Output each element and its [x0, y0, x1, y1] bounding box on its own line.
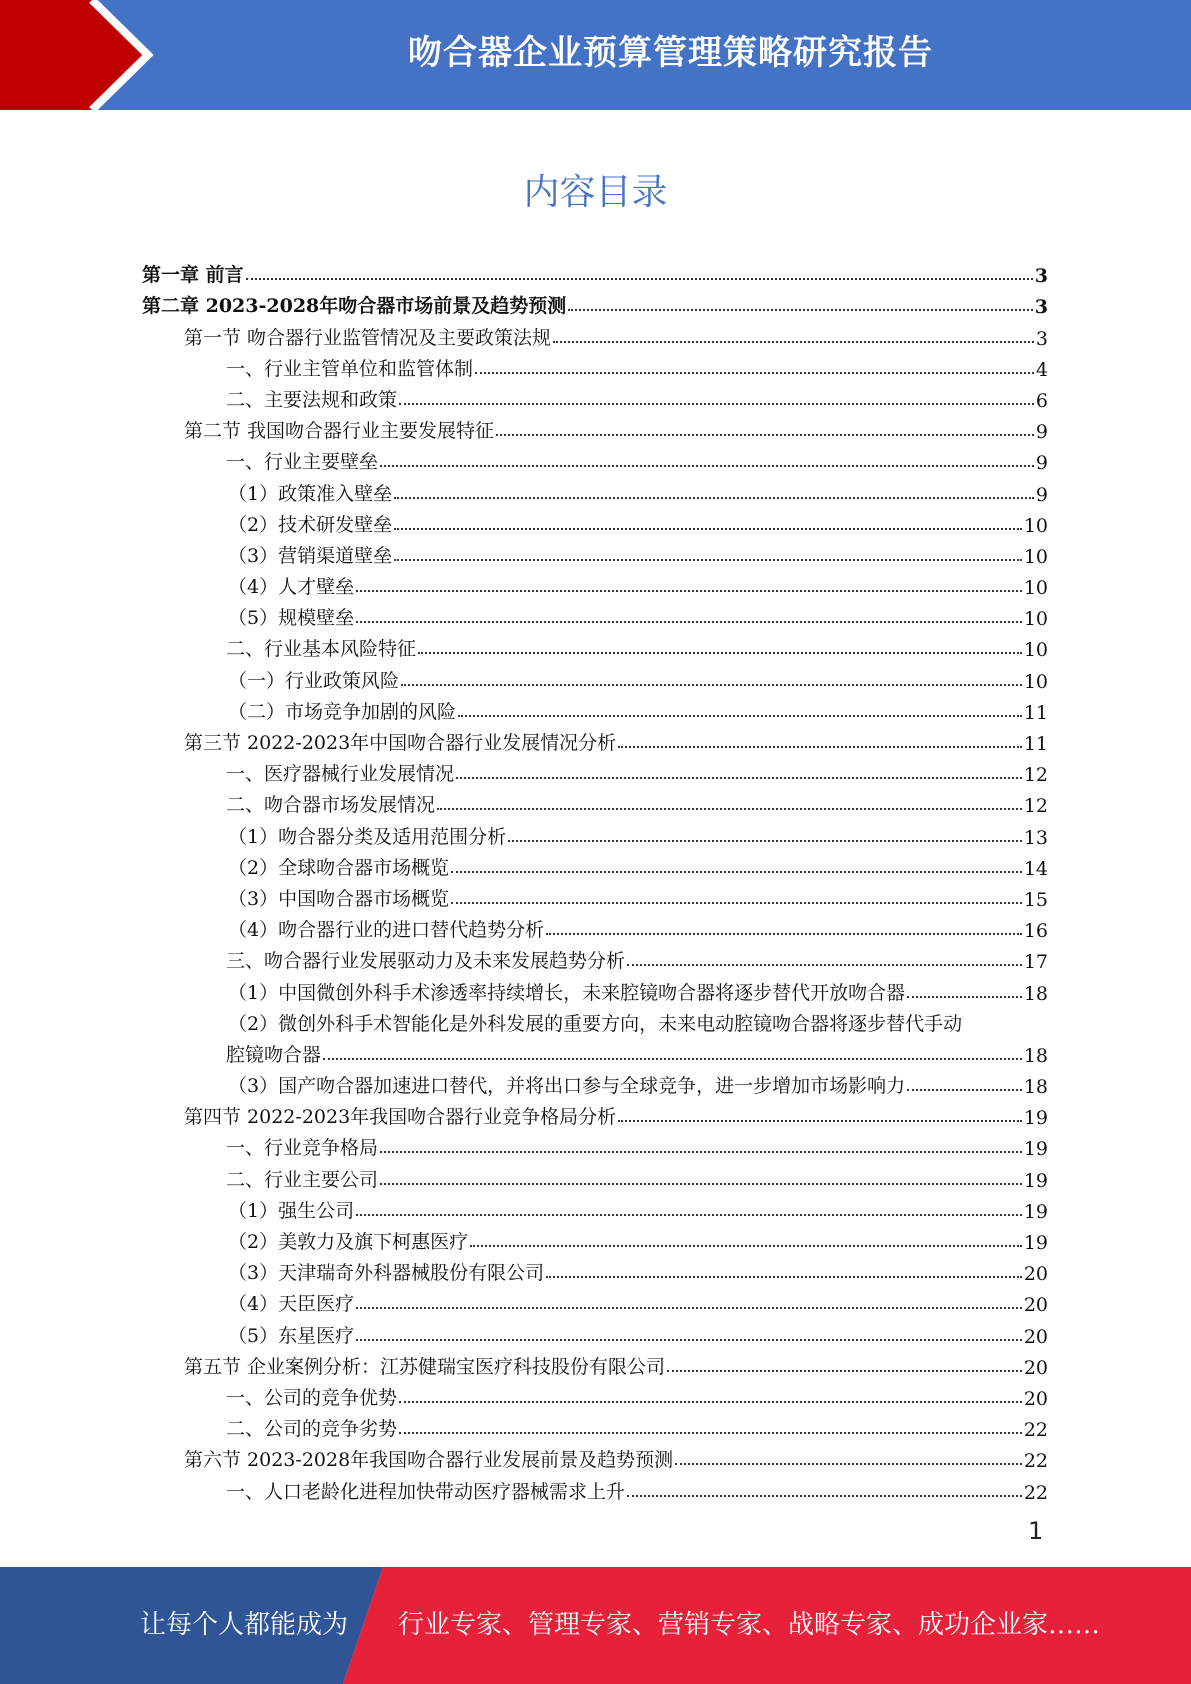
- toc-entry-page: 3: [1035, 327, 1048, 350]
- toc-leader-dots: [394, 559, 1022, 561]
- toc-leader-dots: [451, 902, 1022, 904]
- toc-entry[interactable]: [142, 693, 1048, 724]
- toc-entry-page: 10: [1023, 514, 1048, 537]
- toc-entry-label: （3）国产吻合器加速进口替代，并将出口参与全球竞争，进一步增加市场影响力: [228, 1075, 906, 1098]
- toc-leader-dots: [380, 1151, 1022, 1153]
- toc-leader-dots: [399, 1432, 1022, 1434]
- toc-leader-dots: [546, 1276, 1022, 1278]
- toc-entry[interactable]: [142, 506, 1048, 537]
- toc-leader-dots: [394, 497, 1034, 499]
- toc-entry[interactable]: [142, 1160, 1048, 1191]
- toc-leader-dots: [356, 1307, 1022, 1309]
- toc-entry[interactable]: [142, 599, 1048, 630]
- toc-entry-label: （4）天臣医疗: [228, 1293, 355, 1316]
- toc-entry-label: 第四节 2022-2023年我国吻合器行业竞争格局分析: [184, 1106, 617, 1129]
- toc-leader-dots: [470, 1245, 1022, 1247]
- toc-entry-label: 第一章 前言: [142, 264, 244, 287]
- toc-entry-page: 3: [1034, 265, 1048, 288]
- toc-entry-page: 18: [1023, 1044, 1048, 1067]
- toc-entry-label: 一、行业主要壁垒: [226, 451, 379, 474]
- toc-entry[interactable]: [142, 1254, 1048, 1285]
- toc-leader-dots: [356, 1214, 1022, 1216]
- toc-entry-page: 11: [1023, 733, 1048, 755]
- toc-entry-label: （二）市场竞争加剧的风险: [228, 700, 457, 723]
- toc-entry[interactable]: [142, 1098, 1048, 1129]
- toc-entry-label: 第五节 企业案例分析：江苏健瑞宝医疗科技股份有限公司: [184, 1355, 666, 1378]
- toc-entry-page: 20: [1023, 1263, 1048, 1286]
- toc-entry-label: （5）规模壁垒: [228, 607, 355, 630]
- report-header-band: [0, 0, 1191, 110]
- toc-entry[interactable]: [142, 1285, 1048, 1316]
- toc-leader-dots: [394, 528, 1022, 530]
- toc-entry-label: （2）全球吻合器市场概览: [228, 856, 450, 879]
- toc-leader-dots: [451, 871, 1022, 873]
- toc-leader-dots: [667, 1370, 1022, 1372]
- toc-entry[interactable]: [142, 381, 1048, 412]
- toc-entry-page: 6: [1035, 389, 1048, 412]
- toc-entry[interactable]: [142, 256, 1048, 287]
- footer-banner: [0, 1567, 1191, 1684]
- report-title: 吻合器企业预算管理策略研究报告: [408, 33, 933, 73]
- toc-entry-page: 9: [1035, 483, 1048, 506]
- toc-leader-dots: [456, 777, 1022, 779]
- toc-entry-label: （1）强生公司: [228, 1199, 355, 1222]
- toc-entry[interactable]: [142, 661, 1048, 692]
- toc-leader-dots: [246, 278, 1033, 280]
- toc-entry-label: （1）吻合器分类及适用范围分析: [228, 825, 507, 848]
- toc-entry-page: 4: [1035, 358, 1048, 381]
- toc-entry-page: 10: [1023, 545, 1048, 568]
- toc-entry-page: 17: [1023, 951, 1048, 974]
- toc-entry-page: 10: [1023, 577, 1048, 600]
- toc-entry-label: 二、主要法规和政策: [226, 388, 398, 411]
- toc-entry[interactable]: [142, 474, 1048, 505]
- toc-leader-dots: [323, 1058, 1022, 1060]
- toc-entry[interactable]: [142, 287, 1048, 318]
- toc-leader-dots: [380, 465, 1034, 467]
- toc-entry[interactable]: [142, 755, 1048, 786]
- toc-leader-dots: [401, 684, 1022, 686]
- toc-entry-label: （1）政策准入壁垒: [228, 482, 393, 505]
- toc-entry-label: 第三节 2022-2023年中国吻合器行业发展情况分析: [184, 732, 617, 754]
- toc-entry[interactable]: [142, 318, 1048, 349]
- toc-leader-dots: [907, 1089, 1022, 1091]
- toc-entry[interactable]: [142, 537, 1048, 568]
- toc-entry-label: 二、行业主要公司: [226, 1168, 379, 1191]
- toc-leader-dots: [546, 933, 1022, 935]
- toc-entry-label: 一、行业竞争格局: [226, 1137, 379, 1160]
- toc-leader-dots: [475, 372, 1034, 374]
- toc-entry[interactable]: [142, 849, 1048, 880]
- toc-entry-page: 19: [1023, 1107, 1048, 1130]
- toc-entry-label: 二、行业基本风险特征: [226, 638, 417, 661]
- toc-entry-page: 11: [1023, 701, 1048, 724]
- toc-entry-page: 12: [1023, 795, 1048, 818]
- toc-leader-dots: [399, 403, 1034, 405]
- toc-entry-page: 10: [1023, 608, 1048, 631]
- table-of-contents: [142, 256, 1048, 1504]
- toc-leader-dots: [508, 840, 1022, 842]
- toc-entry[interactable]: [142, 880, 1048, 911]
- toc-entry-page: 20: [1023, 1387, 1048, 1410]
- toc-entry-page: 16: [1023, 920, 1048, 943]
- toc-entry-label: 第六节 2023-2028年我国吻合器行业发展前景及趋势预测: [184, 1449, 674, 1472]
- toc-entry[interactable]: [142, 942, 1048, 973]
- toc-entry-label: （4）人才壁垒: [228, 576, 355, 599]
- toc-entry-page: 10: [1023, 670, 1048, 693]
- toc-entry-page: 20: [1023, 1356, 1048, 1379]
- toc-leader-dots: [458, 715, 1022, 717]
- toc-leader-dots: [568, 309, 1033, 311]
- toc-entry[interactable]: [142, 1410, 1048, 1441]
- toc-entry-page: 19: [1023, 1138, 1048, 1161]
- toc-leader-dots: [618, 746, 1022, 748]
- footer-slogan-right: 行业专家、管理专家、营销专家、战略专家、成功企业家……: [398, 1610, 1101, 1640]
- toc-entry[interactable]: [142, 1129, 1048, 1160]
- toc-entry-label: （3）天津瑞奇外科器械股份有限公司: [228, 1262, 545, 1285]
- toc-entry-page: 22: [1023, 1419, 1048, 1442]
- toc-entry-page: 15: [1023, 888, 1048, 911]
- toc-entry-label: 二、吻合器市场发展情况: [226, 794, 436, 817]
- toc-entry[interactable]: [142, 350, 1048, 381]
- toc-leader-dots: [627, 1495, 1022, 1497]
- toc-entry-label: 第二节 我国吻合器行业主要发展特征: [184, 420, 495, 443]
- toc-leader-dots: [618, 1120, 1022, 1122]
- toc-entry[interactable]: [142, 1348, 1048, 1379]
- toc-entry-page: 9: [1035, 452, 1048, 475]
- toc-entry-page: 18: [1023, 982, 1048, 1005]
- toc-entry[interactable]: [142, 1223, 1048, 1254]
- toc-entry-page: 3: [1034, 296, 1048, 319]
- toc-entry-label: 二、公司的竞争劣势: [226, 1418, 398, 1441]
- toc-entry-label: （2）技术研发壁垒: [228, 513, 393, 536]
- toc-leader-dots: [380, 1183, 1022, 1185]
- toc-entry-label: 一、医疗器械行业发展情况: [226, 763, 455, 786]
- toc-leader-dots: [418, 652, 1022, 654]
- toc-entry[interactable]: [142, 786, 1048, 817]
- toc-entry-label: 一、公司的竞争优势: [226, 1386, 398, 1409]
- page-number: 1: [1028, 1517, 1044, 1545]
- toc-entry-label: （2）微创外科手术智能化是外科发展的重要方向，未来电动腔镜吻合器将逐步替代手动: [228, 1012, 963, 1035]
- toc-leader-dots: [627, 964, 1022, 966]
- toc-entry[interactable]: [142, 1036, 1048, 1067]
- toc-entry-page: 20: [1023, 1325, 1048, 1348]
- toc-entry-page: 18: [1023, 1076, 1048, 1099]
- toc-entry-page: 10: [1023, 639, 1048, 662]
- toc-leader-dots: [496, 434, 1034, 436]
- toc-entry-page: 19: [1023, 1200, 1048, 1223]
- toc-entry[interactable]: [142, 1379, 1048, 1410]
- toc-entry-page: 9: [1035, 421, 1048, 444]
- toc-leader-dots: [399, 1401, 1022, 1403]
- toc-leader-dots: [356, 621, 1022, 623]
- toc-entry[interactable]: [142, 568, 1048, 599]
- toc-entry-page: 20: [1023, 1294, 1048, 1317]
- toc-entry-label: 一、行业主管单位和监管体制: [226, 357, 474, 380]
- toc-entry[interactable]: [142, 1192, 1048, 1223]
- toc-entry-label: （3）营销渠道壁垒: [228, 544, 393, 567]
- toc-entry-page: 13: [1023, 826, 1048, 849]
- toc-entry[interactable]: [142, 911, 1048, 942]
- toc-entry[interactable]: [142, 1316, 1048, 1347]
- toc-entry-label: 一、人口老龄化进程加快带动医疗器械需求上升: [226, 1480, 626, 1503]
- footer-slogan-left: 让每个人都能成为: [140, 1610, 349, 1640]
- toc-entry-label: （4）吻合器行业的进口替代趋势分析: [228, 919, 545, 942]
- toc-entry-page: 22: [1023, 1481, 1048, 1504]
- toc-entry-page: 12: [1023, 764, 1048, 787]
- toc-leader-dots: [356, 590, 1022, 592]
- toc-entry[interactable]: [142, 973, 1048, 1004]
- toc-entry[interactable]: [142, 1067, 1048, 1098]
- toc-entry-label: 第二章 2023-2028年吻合器市场前景及趋势预测: [142, 295, 567, 318]
- toc-heading: 内容目录: [523, 172, 668, 213]
- toc-leader-dots: [907, 996, 1022, 998]
- toc-entry-label: 腔镜吻合器: [226, 1043, 322, 1066]
- toc-leader-dots: [437, 808, 1022, 810]
- toc-entry[interactable]: [142, 412, 1048, 443]
- toc-entry-label: （一）行业政策风险: [228, 669, 400, 692]
- toc-entry-page: 22: [1023, 1450, 1048, 1473]
- toc-leader-dots: [553, 341, 1034, 343]
- toc-entry-label: （5）东星医疗: [228, 1324, 355, 1347]
- toc-entry-label: 三、吻合器行业发展驱动力及未来发展趋势分析: [226, 950, 626, 973]
- toc-entry[interactable]: [142, 1472, 1048, 1503]
- toc-entry-page: 19: [1023, 1232, 1048, 1254]
- toc-leader-dots: [356, 1339, 1022, 1341]
- toc-entry[interactable]: [142, 1005, 1048, 1036]
- toc-leader-dots: [675, 1463, 1022, 1465]
- toc-entry-label: （1）中国微创外科手术渗透率持续增长，未来腔镜吻合器将逐步替代开放吻合器: [228, 981, 906, 1004]
- toc-entry-label: （2）美敦力及旗下柯惠医疗: [228, 1231, 469, 1253]
- toc-entry[interactable]: [142, 630, 1048, 661]
- toc-entry[interactable]: [142, 443, 1048, 474]
- toc-entry[interactable]: [142, 724, 1048, 755]
- toc-entry[interactable]: [142, 817, 1048, 848]
- toc-entry-label: （3）中国吻合器市场概览: [228, 887, 450, 910]
- toc-entry-page: 19: [1023, 1169, 1048, 1192]
- toc-entry[interactable]: [142, 1441, 1048, 1472]
- toc-entry-label: 第一节 吻合器行业监管情况及主要政策法规: [184, 326, 552, 349]
- toc-entry-page: 14: [1023, 857, 1048, 880]
